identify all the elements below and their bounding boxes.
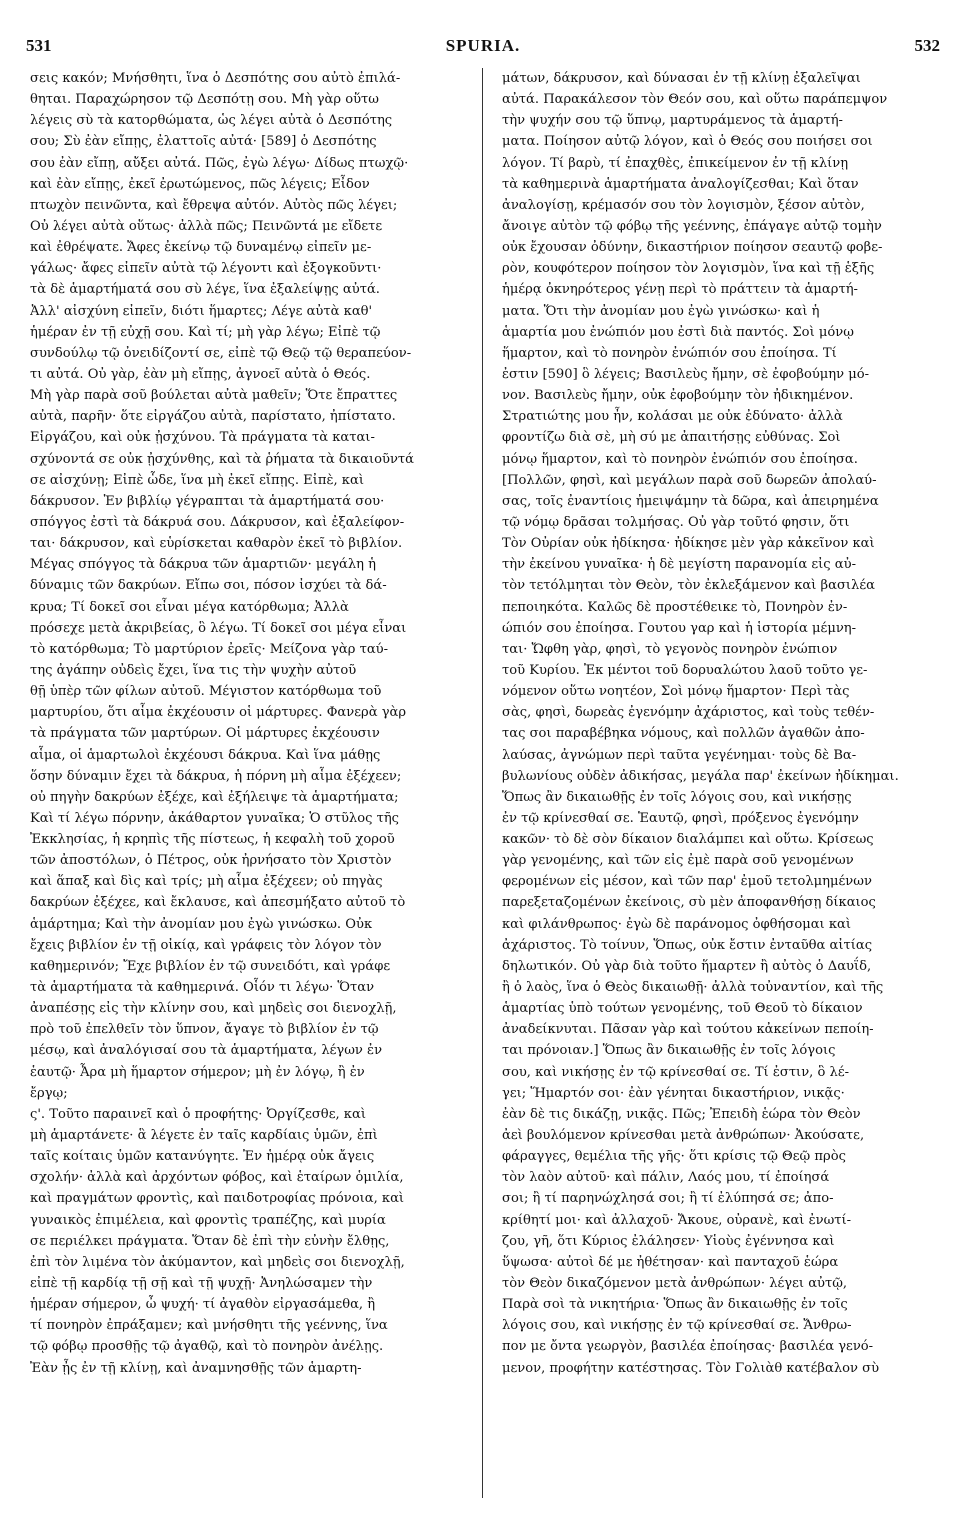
text-line: Καὶ τί λέγω πόρνην, ἀκάθαρτον γυναῖκα; Ὁ στῦλος τῆς — [30, 810, 399, 826]
text-line: Ἀλλ' αἰσχύνη εἰπεῖν, διότι ἥμαρτες; Λέγε αὐτὰ καθ' — [30, 303, 373, 319]
text-line: ώπιόν σου ἐποίησα. Γουτου γαρ καὶ ἡ ἱστορία μέμνη- — [502, 620, 857, 636]
column-divider — [482, 68, 483, 1498]
text-line: Εἰργάζου, καὶ οὐκ ᾐσχύνου. Τὰ πράγματα τὰ καται- — [30, 430, 375, 446]
text-line: γυναικὸς ἐπιμέλεια, καὶ φροντὶς τραπέζης, καὶ μυρία — [30, 1212, 386, 1228]
text-line: ἡμέραν ἐν τῇ εὐχῇ σου. Καὶ τί; μὴ γὰρ λέγω; Εἰπὲ τῷ — [30, 324, 381, 340]
text-line: τοῦ Κυρίου. Ἐκ μέντοι τοῦ δορυαλώτου λαοῦ τοῦτο γε- — [502, 662, 868, 678]
text-line: εἰπὲ τῇ καρδίᾳ τῇ σῇ καὶ τῇ ψυχῇ· Ἀνηλώσαμεν τὴν — [30, 1276, 373, 1292]
text-line: τὴν ψυχήν σου τῷ ὕπνῳ, μαρτυράμενος τὰ ἁμαρτή- — [502, 113, 843, 129]
text-line: πεποιηκότα. Καλῶς δὲ προστέθεικε τὸ, Πονηρὸν ἐν- — [502, 599, 848, 615]
text-line: ται· Ὤφθη γὰρ, φησὶ, τὸ γεγονὸς πονηρὸν ἐνώπιον — [502, 641, 838, 657]
text-line: σας, τοῖς ἐναντίοις ἠμειψάμην τὰ δῶρα, καὶ ἀπειρημένα — [502, 493, 879, 509]
text-line: παρεξεταζομένων ἐκείνοις, σὺ μὲν ἀποφανθήσῃ δίκαιος — [502, 895, 876, 911]
text-line: καὶ ἐθρέψατε. Ἄφες ἐκείνῳ τῷ δυναμένῳ εἰπεῖν με- — [30, 240, 372, 256]
text-line: βυλωνίους οὐδὲν ἀδικήσας, μεγάλα παρ' ἐκείνων ἠδίκημαι. — [502, 768, 899, 784]
text-line: ἔχεις βιβλίον ἐν τῇ οἰκίᾳ, καὶ γράφεις τὸν λόγον τὸν — [30, 937, 382, 953]
text-line: σχολήν· ἀλλὰ καὶ ἀρχόντων φόβος, καὶ ἑταίρων ὁμιλία, — [30, 1170, 404, 1186]
text-line: ἔργῳ; — [30, 1085, 68, 1101]
text-line: τῷ φόβῳ προσθῇς τῷ ἀγαθῷ, καὶ τὸ πονηρὸν ἀνέλῃς. — [30, 1339, 384, 1355]
text-line: γάλως· ἄφες εἰπεῖν αὐτὰ τῷ λέγοντι καὶ ἐξογκοῦντι· — [30, 261, 382, 277]
text-line: καὶ ἐὰν εἴπῃς, ἐκεῖ ἐρωτώμενος, πῶς λέγεις; Εἶδον — [30, 176, 370, 192]
text-line: πρὸ τοῦ ἐπελθεῖν τὸν ὕπνον, ἄγαγε τὸ βιβλίον ἐν τῷ — [30, 1022, 379, 1038]
text-line: ὅσην δύναμιν ἔχει τὰ δάκρυα, ἡ πόρνη μὴ αἷμα ἐξέχεεν; — [30, 768, 402, 784]
text-line: της ἀγάπην οὐδεὶς ἔχει, ἵνα τις τὴν ψυχὴν αὐτοῦ — [30, 662, 357, 678]
text-line: ἀεὶ βουλόμενον κρίνεσθαι μετὰ ἀνθρώπων· Ἀκούσατε, — [502, 1128, 865, 1144]
text-line: σε περιέλκει πράγματα. Ὅταν δὲ ἐπὶ τὴν εὐνὴν ἔλθῃς, — [30, 1233, 390, 1249]
text-line: αἷμα, οἱ ἁμαρτωλοὶ ἐκχέουσι δάκρυα. Καὶ ἵνα μάθῃς — [30, 747, 381, 763]
text-line: σπόγγος ἐστὶ τὰ δάκρυά σου. Δάκρυσον, καὶ ἐξαλείφον- — [30, 514, 405, 530]
text-line: σὰς, φησὶ, δωρεὰς ἐγενόμην ἀχάριστος, καὶ τοὺς τεθέν- — [502, 705, 875, 721]
text-line: ματα. Ποίησον αὐτῷ λόγον, καὶ ὁ Θεός σου ποιήσει σοι — [502, 134, 873, 150]
text-line: κρυα; Τί δοκεῖ σοι εἶναι μέγα κατόρθωμα; Ἀλλὰ — [30, 599, 349, 615]
text-line: μενον, προφήτην κατέστησας. Τὸν Γολιὰθ κατέβαλον σὺ — [502, 1360, 880, 1376]
text-line: θηται. Παραχώρησον τῷ Δεσπότῃ σου. Μὴ γὰρ οὕτω — [30, 92, 379, 108]
text-line: τῶν ἀποστόλων, ὁ Πέτρος, οὐκ ἠρνήσατο τὸν Χριστὸν — [30, 853, 392, 869]
text-line: μὴ ἁμαρτάνετε· ἃ λέγετε ἐν ταῖς καρδίαις ὑμῶν, ἐπὶ — [30, 1128, 378, 1144]
text-line: ται πρόνοιαν.] Ὅπως ἂν δικαιωθῇς ἐν τοῖς λόγοις — [502, 1043, 836, 1059]
left-column — [30, 68, 466, 1379]
running-title: SPURIA. — [445, 36, 521, 55]
text-line: ἁμάρτημα; Καὶ τὴν ἀνομίαν μου ἐγὼ γινώσκω. Οὐκ — [30, 916, 373, 932]
text-line: νον. Βασιλεὺς ἤμην, οὐκ ἐφοβούμην τὸν ἠδικημένον. — [502, 388, 854, 404]
text-line: σου ἐὰν εἴπῃ, αὔξει αὐτά. Πῶς, ἐγὼ λέγω· Δίδως πτωχῷ· — [30, 155, 409, 171]
text-line: φερομένων εἰς μέσον, καὶ τῶν παρ' ἐμοῦ τετολμημένων — [502, 874, 872, 890]
text-line: τὸν Θεὸν δικαζόμενον μετὰ ἀνθρώπων· λέγει αὐτῷ, — [502, 1276, 848, 1292]
text-line: ἡμέρᾳ ὀκνηρότερος γένῃ περὶ τὸ πράττειν τὰ ἁμαρτή- — [502, 282, 858, 298]
text-line: τὸν λαὸν αὐτοῦ· καὶ πάλιν, Λαός μου, τί ἐποίησά — [502, 1170, 830, 1186]
text-line: ὕψωσα· αὐτοὶ δέ με ἠθέτησαν· καὶ πανταχοῦ ἑώρα — [502, 1254, 839, 1270]
text-line: λέγεις σὺ τὰ κατορθώματα, ὡς λέγει αὐτὰ ὁ Δεσπότης — [30, 113, 393, 129]
text-line: μόνῳ ἥμαρτον, καὶ τὸ πονηρὸν ἐνώπιόν σου ἐποίησα. — [502, 451, 858, 467]
text-line: τῷ νόμῳ δρᾶσαι τολμήσας. Οὐ γὰρ τοῦτό φησιν, ὅτι — [502, 514, 850, 530]
text-line: ἑαυτῷ· Ἆρα μὴ ἥμαρτον σήμερον; μὴ ἐν λόγῳ, ἢ ἐν — [30, 1064, 365, 1080]
text-line: καὶ ἅπαξ καὶ δὶς καὶ τρίς; μὴ αἷμα ἐξέχεεν; οὐ πηγὰς — [30, 874, 383, 890]
page-number-right: 532 — [914, 36, 940, 55]
text-line: καὶ πραγμάτων φροντὶς, καὶ παιδοτροφίας πρόνοια, καὶ — [30, 1191, 405, 1207]
text-line: δηλωτικόν. Οὐ γὰρ διὰ τοῦτο ἥμαρτεν ἢ αὐτὸς ὁ Δαυΐδ, — [502, 958, 872, 974]
text-line: τὸ κατόρθωμα; Τὸ μαρτύριον ἐρεῖς· Μείζονα γὰρ ταύ- — [30, 641, 389, 657]
text-line: αὐτά. Παρακάλεσον τὸν Θεόν σου, καὶ οὕτω παράπεμψον — [502, 92, 888, 108]
text-line: [Πολλῶν, φησὶ, καὶ μεγάλων παρὰ σοῦ δωρεῶν ἀπολαύ- — [502, 472, 877, 488]
text-line: λαύσας, ἀγνώμων περὶ ταῦτα γεγένημαι· τοὺς δὲ Βα- — [502, 747, 857, 763]
text-line: οὐ πηγὴν δακρύων ἐξέχε, καὶ ἐξήλειψε τὰ ἁμαρτήματα; — [30, 789, 399, 805]
text-line: τὰ δὲ ἁμαρτήματά σου σὺ λέγε, ἵνα ἐξαλείψῃς αὐτά. — [30, 282, 380, 298]
text-line: Μὴ γὰρ παρὰ σοῦ βούλεται αὐτὰ μαθεῖν; Ὅτε ἔπραττες — [30, 388, 398, 404]
text-line: φάραγγες, θεμέλια τῆς γῆς· ὅτι κρίσις τῷ Θεῷ πρὸς — [502, 1149, 846, 1165]
text-line: σεις κακόν; Μνήσθητι, ἵνα ὁ Δεσπότης σου αὐτὸ ἐπιλά- — [30, 71, 401, 86]
text-line: ἀναλογίσῃ, κρέμασόν σου τὸν λογισμὸν, ξέσον αὐτὸν, — [502, 197, 865, 213]
text-line: μέσῳ, καὶ ἀναλόγισαί σου τὰ ἁμαρτήματα, λέγων ἐν — [30, 1043, 383, 1059]
text-line: ἐὰν δὲ τις δικάζῃ, νικᾷς. Πῶς; Ἐπειδὴ ἑώρα τὸν Θεὸν — [502, 1106, 861, 1122]
text-line: πτωχὸν πεινῶντα, καὶ ἔθρεψα αὐτόν. Αὐτὸς πῶς λέγει; — [30, 197, 398, 213]
text-line: τὰ πράγματα τῶν μαρτύρων. Οἱ μάρτυρες ἐκχέουσιν — [30, 726, 380, 742]
text-line: σε αἰσχύνῃ; Εἰπὲ ὧδε, ἵνα μὴ ἐκεῖ εἴπῃς. Εἰπὲ, καὶ — [30, 472, 364, 488]
text-line: τὸν τετόλμηται τὸν Θεὸν, τὸν ἐκλεξάμενον καὶ βασιλέα — [502, 578, 875, 594]
text-line: γὰρ γενομένης, καὶ τῶν εἰς ἐμὲ παρὰ σοῦ γενομένων — [502, 853, 854, 869]
text-line: Μέγας σπόγγος τὰ δάκρυα τῶν ἁμαρτιῶν· μεγάλη ἡ — [30, 557, 377, 573]
text-line: οὐκ ἔχουσαν ὀδύνην, δικαστήριον ποίησον σεαυτῷ φοβε- — [502, 240, 883, 256]
text-line: ζου, γῆ, ὅτι Κύριος ἐλάλησεν· Υἱοὺς ἐγέννησα καὶ — [502, 1233, 835, 1249]
text-line: λόγον. Τί βαρὺ, τί ἐπαχθὲς, ἐπικείμενον ἐν τῇ κλίνῃ — [502, 155, 849, 171]
text-line: ματα. Ὅτι τὴν ἀνομίαν μου ἐγὼ γινώσκω· καὶ ἡ — [502, 303, 820, 319]
text-line: Τὸν Οὐρίαν οὐκ ἠδίκησα· ἠδίκησε μὲν γὰρ κἀκεῖνον καὶ — [502, 536, 875, 552]
text-line: ἁμαρτίας ὑπὸ τούτων γενομένης, τοῦ Θεοῦ τὸ δίκαιον — [502, 1001, 863, 1017]
text-line: Παρὰ σοὶ τὰ νικητήρια· Ὅπως ἂν δικαιωθῇς ἐν τοῖς — [502, 1297, 848, 1313]
text-line: ταῖς κοίταις ὑμῶν κατανύγητε. Ἐν ἡμέρᾳ οὐκ ἄγεις — [30, 1149, 375, 1165]
text-line: τι αὐτά. Οὐ γὰρ, ἐὰν μὴ εἴπῃς, ἀγνοεῖ αὐτὰ ὁ Θεός. — [30, 366, 371, 382]
text-line: τὴν ἐκείνου γυναῖκα· ἡ δὲ μεγίστη παρανομία εἰς αὐ- — [502, 557, 857, 573]
text-line: Ὅπως ἂν δικαιωθῇς ἐν τοῖς λόγοις σου, καὶ νικήσῃς — [502, 789, 852, 805]
text-line: τί πονηρὸν ἐπράξαμεν; καὶ μνήσθητι τῆς γεέννης, ἵνα — [30, 1318, 388, 1334]
text-line: ἡμέραν σήμερον, ὦ ψυχή· τί ἀγαθὸν εἰργασάμεθα, ἢ — [30, 1297, 376, 1313]
text-line: σχύνοντά σε οὐκ ᾐσχύνθης, καὶ τὰ ῥήματα τὰ δικαιοῦντά — [30, 451, 415, 467]
text-line: σου, καὶ νικήσῃς ἐν τῷ κρίνεσθαί σε. Τί ἐστιν, ὃ λέ- — [502, 1064, 850, 1080]
text-line: ἢ ὁ λαὸς, ἵνα ὁ Θεὸς δικαιωθῇ· ἀλλὰ τοὐναντίον, καὶ τῆς — [502, 980, 884, 996]
text-line: αὐτὰ, παρῆν· ὅτε εἰργάζου αὐτὰ, παρίστατο, ἠπίστατο. — [30, 409, 396, 425]
text-line: γει; Ἥμαρτόν σοι· ἐὰν γένηται δικαστήριον, νικᾷς· — [502, 1085, 845, 1101]
text-line: φροντίζω διὰ σὲ, μὴ σύ με ἀπαιτήσῃς εὐθύνας. Σοὶ — [502, 430, 841, 446]
page-number-left: 531 — [26, 36, 52, 55]
text-line: νόμενον οὕτω νοητέον, Σοὶ μόνῳ ἥμαρτον· Περὶ τὰς — [502, 684, 850, 700]
text-line: σου; Σὺ ἐὰν εἴπῃς, ἐλαττοῖς αὐτά· [589] ὁ Δεσπότης — [30, 134, 377, 150]
text-line: δάκρυσον. Ἐν βιβλίῳ γέγραπται τὰ ἁμαρτήματά σου· — [30, 493, 385, 509]
text-line: ἄνοιγε αὐτὸν τῷ φόβῳ τῆς γεέννης, ἐπάγαγε αὐτῷ τομὴν — [502, 218, 882, 234]
page-header — [26, 36, 940, 62]
text-line: ἀχάριστος. Τὸ τοίνυν, Ὅπως, οὐκ ἔστιν ἐνταῦθα αἰτίας — [502, 937, 873, 953]
text-line: ἀναπέσῃς εἰς τὴν κλίνην σου, καὶ μηδεὶς σοι διενοχλῇ, — [30, 1001, 397, 1017]
text-line: ἁμαρτία μου ἐνώπιόν μου ἐστὶ διὰ παντός. Σοὶ μόνῳ — [502, 324, 854, 340]
text-line: καὶ φιλάνθρωπος· ἐγὼ δὲ παράνομος ὀφθήσομαι καὶ — [502, 916, 852, 932]
right-column — [502, 68, 938, 1379]
text-line: τας σοι παραβέβηκα νόμους, καὶ πολλῶν ἀγαθῶν ἀπο- — [502, 726, 865, 742]
text-line: μάτων, δάκρυσον, καὶ δύνασαι ἐν τῇ κλίνῃ ἐξαλεῖψαι — [502, 71, 861, 86]
text-line: ἥμαρτον, καὶ τὸ πονηρὸν ἐνώπιόν σου ἐποίησα. Τί — [502, 345, 837, 361]
text-line: τὰ καθημερινὰ ἁμαρτήματα ἀναλογίζεσθαι; Καὶ ὅταν — [502, 176, 859, 192]
text-line: ἐστιν [590] ὃ λέγεις; Βασιλεὺς ἤμην, σὲ ἐφοβούμην μό- — [502, 366, 870, 382]
text-line: ς'. Τοῦτο παραινεῖ καὶ ὁ προφήτης· Ὀργίζεσθε, καὶ — [30, 1106, 366, 1122]
text-line: τὰ ἁμαρτήματα τὰ καθημερινά. Οἷόν τι λέγω· Ὅταν — [30, 980, 375, 996]
text-line: Οὐ λέγει αὐτὰ οὕτως· ἀλλὰ πῶς; Πεινῶντά με εἴδετε — [30, 218, 383, 234]
text-line: λόγοις σου, καὶ νικήσῃς ἐν τῷ κρίνεσθαί σε. Ἄνθρω- — [502, 1318, 852, 1334]
text-line: συνδούλῳ τῷ ὀνειδίζοντί σε, εἰπὲ τῷ Θεῷ τῷ θεραπεύον- — [30, 345, 412, 361]
text-line: δακρύων ἐξέχεε, καὶ ἔκλαυσε, καὶ ἀπεσμήξατο αὐτοῦ τὸ — [30, 895, 406, 911]
text-line: κακῶν· τὸ δὲ σὸν δίκαιον διαλάμπει καὶ οὕτω. Κρίσεως — [502, 832, 874, 848]
text-line: πον με ὄντα γεωργὸν, βασιλέα ἐποίησας· βασιλέα γενό- — [502, 1339, 874, 1355]
text-line: ρὸν, κουφότερον ποίησον τὸν λογισμὸν, ἵνα καὶ τῇ ἑξῆς — [502, 261, 875, 277]
text-line: πρόσεχε μετὰ ἀκριβείας, ὃ λέγω. Τί δοκεῖ σοι μέγα εἶναι — [30, 620, 407, 636]
text-line: καθημερινόν; Ἔχε βιβλίον ἐν τῷ συνειδότι, καὶ γράφε — [30, 958, 391, 974]
text-line: Ἐὰν ᾖς ἐν τῇ κλίνῃ, καὶ ἀναμνησθῇς τῶν ἁμαρτη- — [30, 1360, 362, 1376]
text-line: ἐν τῷ κρίνεσθαί σε. Ἑαυτῷ, φησὶ, πρόξενος ἐγενόμην — [502, 810, 859, 826]
text-line: θῇ ὑπὲρ τῶν φίλων αὐτοῦ. Μέγιστον κατόρθωμα τοῦ — [30, 684, 382, 700]
text-line: σοι; ἢ τί παρηνώχλησά σοι; ἢ τί ἐλύπησά σε; ἀπο- — [502, 1191, 834, 1207]
text-line: μαρτυρίου, ὅτι αἷμα ἐκχέουσιν οἱ μάρτυρες. Φανερὰ γὰρ — [30, 705, 407, 721]
text-line: ται· δάκρυσον, καὶ εὑρίσκεται καθαρὸν ἐκεῖ τὸ βιβλίον. — [30, 536, 403, 552]
text-line: Στρατιώτης μου ἦν, κολάσαι με οὐκ ἐδύνατο· ἀλλὰ — [502, 409, 843, 425]
text-line: ἀναδείκνυται. Πᾶσαν γὰρ καὶ τούτου κἀκείνων πεποίη- — [502, 1022, 874, 1038]
text-line: Ἐκκλησίας, ἡ κρηπὶς τῆς πίστεως, ἡ κεφαλὴ τοῦ χοροῦ — [30, 832, 395, 848]
text-line: κρίθητί μοι· καὶ ἀλλαχοῦ· Ἄκουε, οὐρανὲ, καὶ ἐνωτί- — [502, 1212, 852, 1228]
text-line: δύναμις τῶν δακρύων. Εἴπω σοι, πόσον ἰσχύει τὰ δά- — [30, 578, 387, 594]
text-line: ἐπὶ τὸν λιμένα τὸν ἀκύμαντον, καὶ μηδεὶς σοι διενοχλῇ, — [30, 1254, 405, 1270]
